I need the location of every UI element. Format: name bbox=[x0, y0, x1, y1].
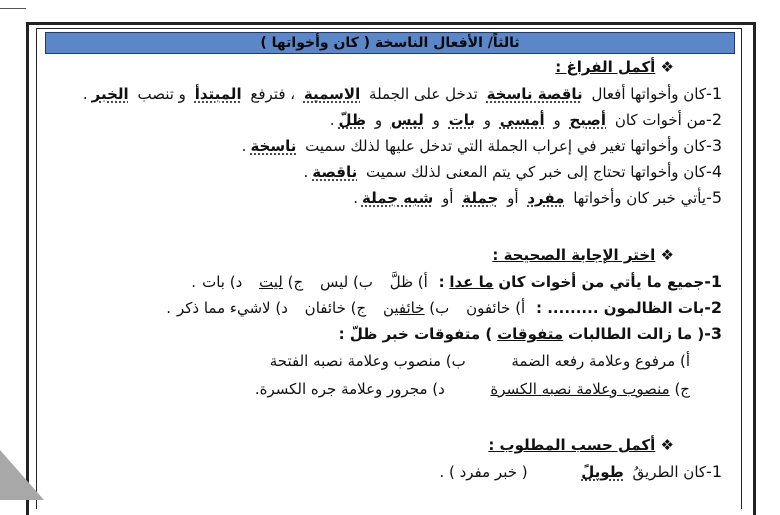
option-c[interactable]: ج) خائفان bbox=[304, 299, 367, 317]
heading-text: أكمل حسب المطلوب : bbox=[488, 436, 656, 454]
option-d[interactable]: د) مجرور وعلامة جره الكسرة. bbox=[254, 380, 445, 398]
option-a[interactable]: أ) خائفون bbox=[466, 299, 526, 317]
lesson-title-banner: ثالثاً/ الأفعال الناسخة ( كان وأخواتها ) bbox=[45, 32, 735, 54]
diamond-bullet-icon: ❖ bbox=[660, 246, 674, 264]
complete-line-1: 1-كان الطريقُ طويلً ( خبر مفرد ) . bbox=[439, 462, 722, 481]
page-corner-fold bbox=[0, 450, 44, 500]
fill-line-2: 2-من أخوات كان أصبح و أمسى و بات و ليس و ظلّ. bbox=[329, 110, 722, 129]
mcq-question-1: 1-جميع ما يأتي من أخوات كان ما عدا : أ) ظلَّ ب) ليس ج) ليت د) بات. bbox=[191, 272, 722, 291]
option-b[interactable]: ب) خائفين bbox=[382, 299, 450, 317]
fill-line-4: 4-كان وأخواتها تحتاج إلى خبر كي يتم المعنى لذلك سميت ناقصة. bbox=[303, 162, 722, 181]
fill-line-1: 1-كان وأخواتها أفعال ناقصة ناسخة تدخل على الجملة الاسمية ، فترفع المبتدأ و تنصب الخبر. bbox=[82, 84, 722, 103]
mcq-question-3-options-row2 bbox=[255, 380, 690, 398]
diamond-bullet-icon: ❖ bbox=[660, 58, 674, 76]
option-d[interactable]: د) بات bbox=[202, 273, 243, 291]
section-heading-fill-blank bbox=[555, 58, 674, 76]
option-c[interactable]: ج) ليت bbox=[259, 273, 304, 291]
heading-text: اختر الإجابة الصحيحة : bbox=[492, 246, 656, 264]
mcq-question-3: 3-( ما زالت الطالبات متفوقات ) متفوقات خبر ظلّ : bbox=[338, 324, 722, 343]
option-b[interactable]: ب) ليس bbox=[319, 273, 373, 291]
fill-line-5: 5-يأتي خبر كان وأخواتها مفرد أو جملة أو شبه جملة. bbox=[353, 188, 722, 207]
option-d[interactable]: د) لاشيء مما ذكر bbox=[177, 299, 288, 317]
option-a[interactable]: أ) مرفوع وعلامة رفعه الضمة bbox=[511, 352, 690, 370]
fill-line-3: 3-كان وأخواتها تغير في إعراب الجملة التي تدخل عليها لذلك سميت ناسخة. bbox=[241, 136, 722, 155]
section-heading-complete bbox=[488, 436, 674, 454]
option-a[interactable]: أ) ظلَّ bbox=[389, 273, 428, 291]
option-b[interactable]: ب) منصوب وعلامة نصبه الفتحة bbox=[269, 352, 466, 370]
mcq-question-3-options-row1 bbox=[270, 352, 690, 370]
option-c[interactable]: ج) منصوب وعلامة نصبه الكسرة bbox=[490, 380, 690, 398]
heading-text: أكمل الفراغ : bbox=[555, 58, 656, 76]
top-rule bbox=[0, 8, 26, 9]
diamond-bullet-icon: ❖ bbox=[660, 436, 674, 454]
mcq-question-2: 2-بات الظالمون ......... : أ) خائفون ب) خائفين ج) خائفان د) لاشيء مما ذكر. bbox=[166, 298, 722, 317]
section-heading-choose bbox=[492, 246, 674, 264]
